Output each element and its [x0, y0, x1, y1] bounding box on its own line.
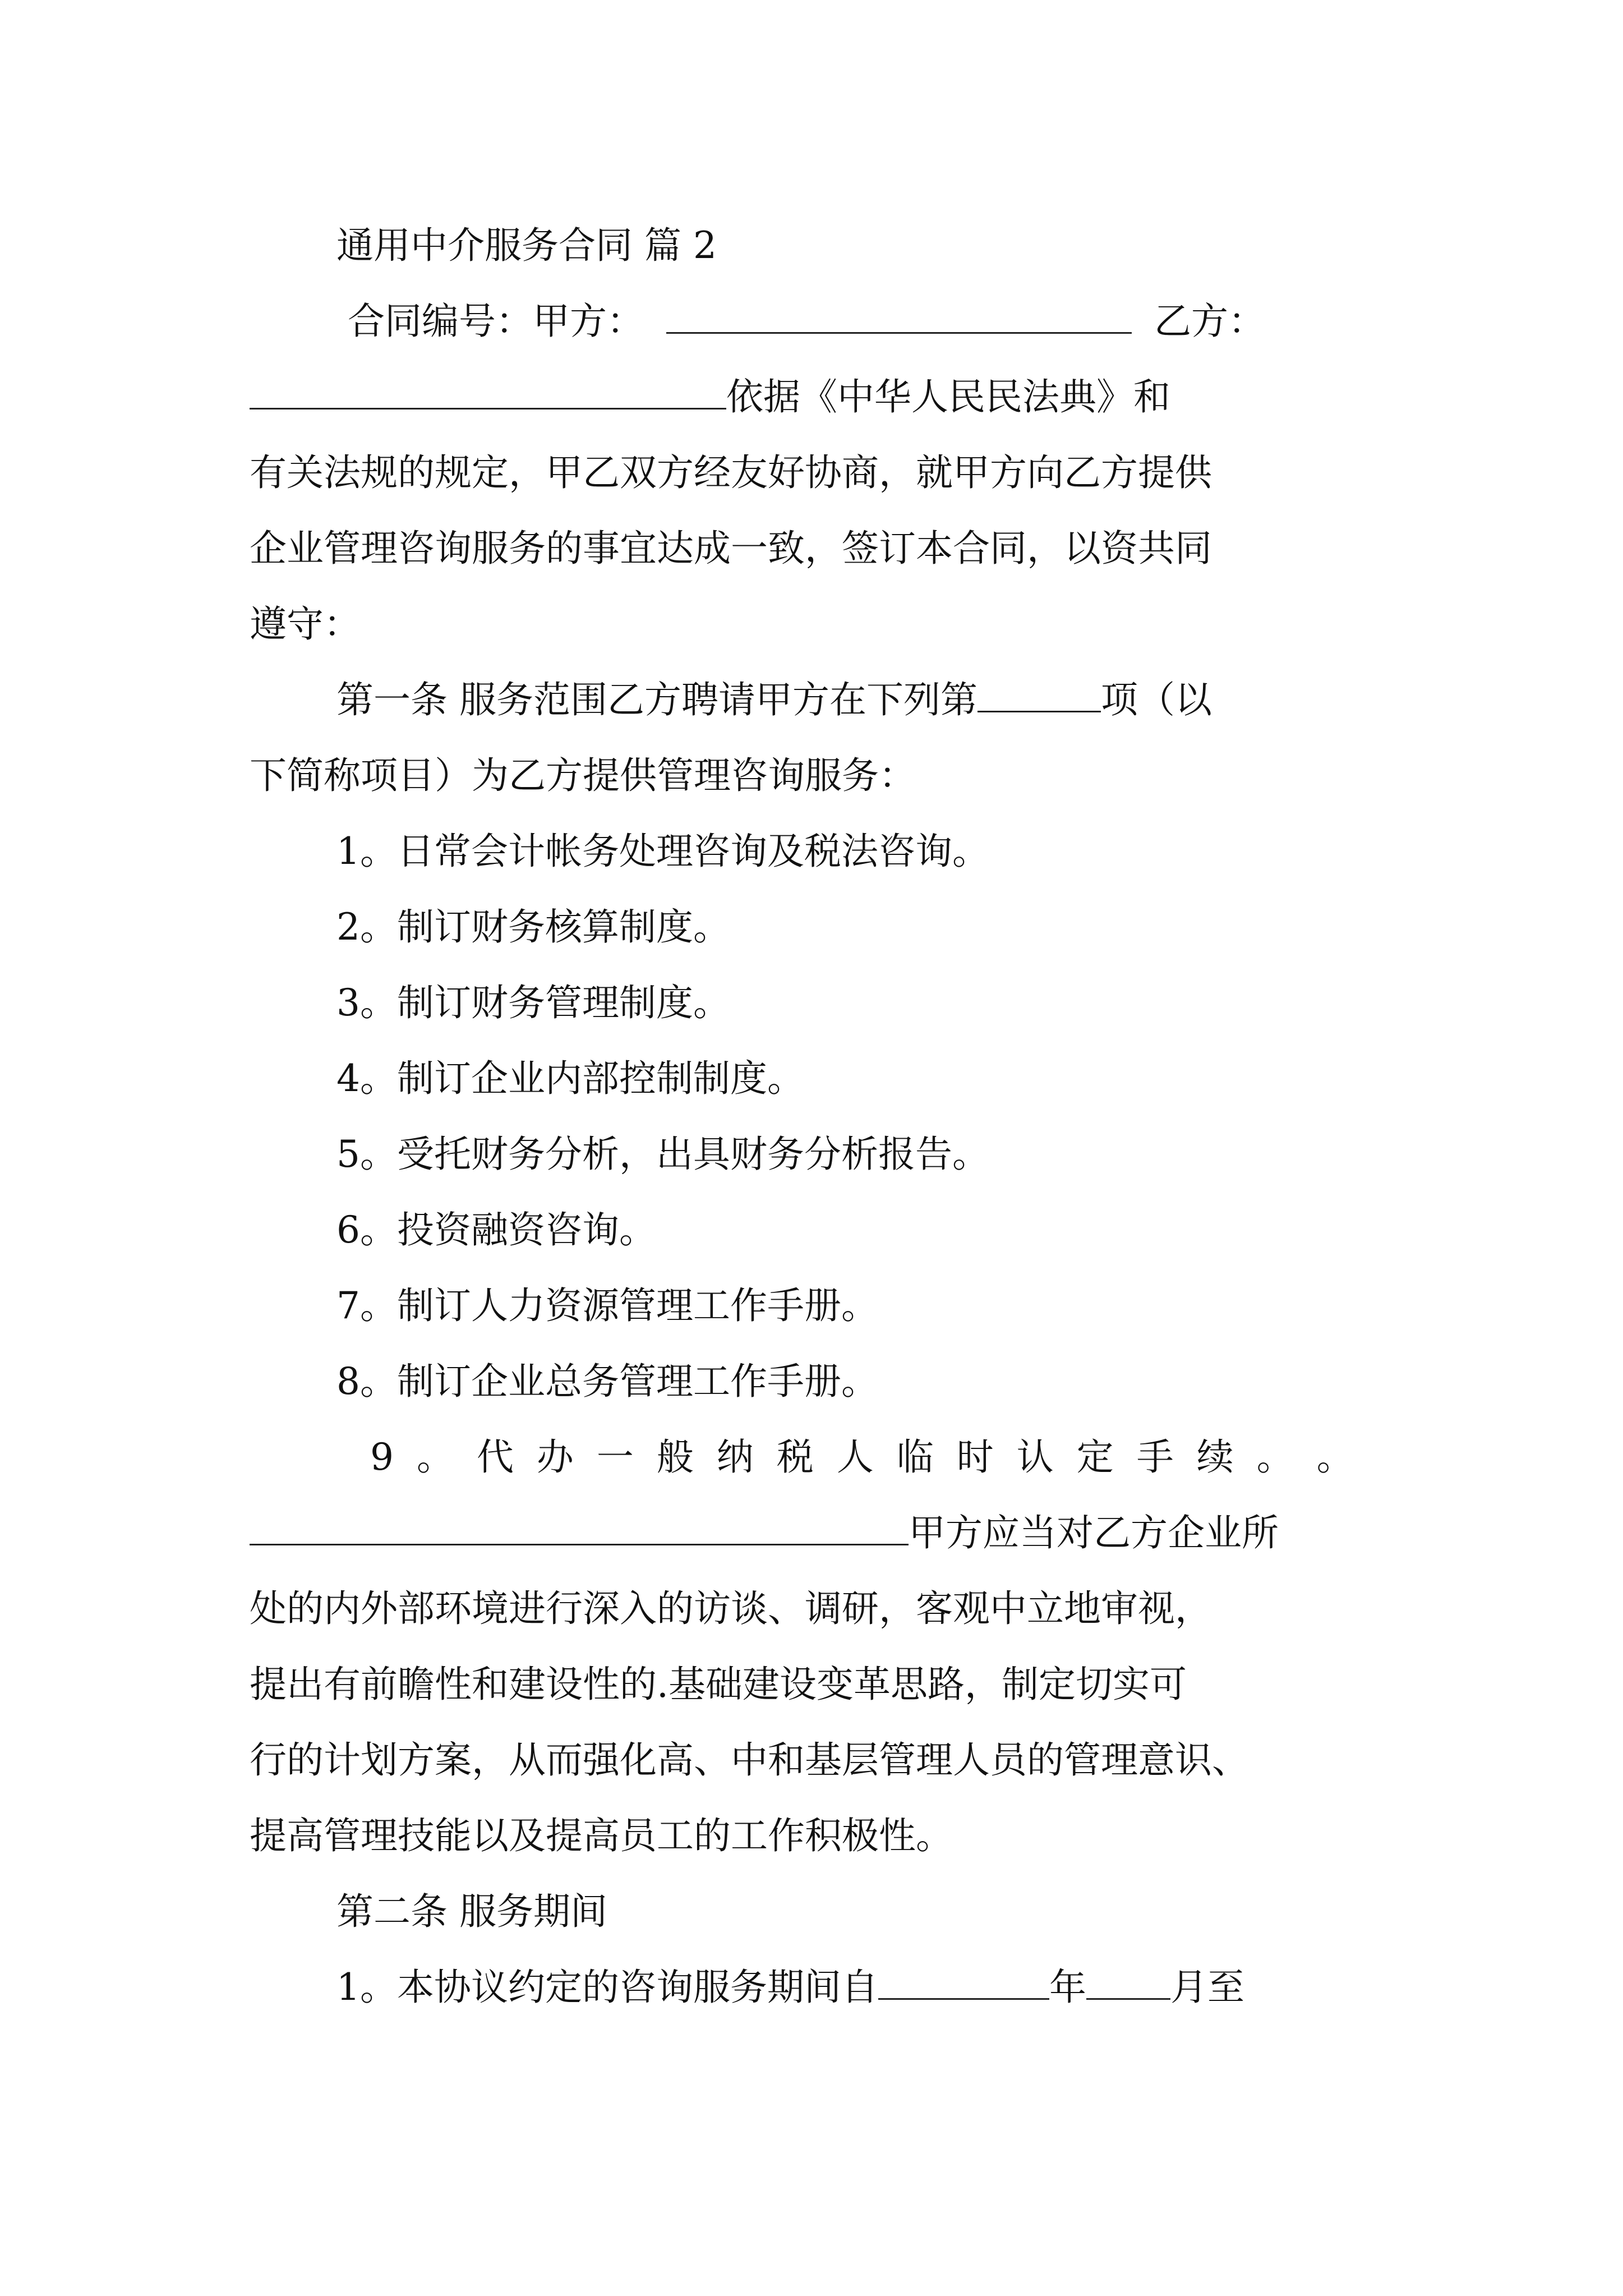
list-item: 4。制订企业内部控制制度。 [336, 1057, 804, 1100]
intro-line-3: 企业管理咨询服务的事宜达成一致，签订本合同，以资共同 [250, 527, 1212, 570]
article1-head: 第一条 服务范围乙方聘请甲方在下列第 [336, 678, 978, 721]
para-tail-first: 甲方应当对乙方企业所 [909, 1511, 1279, 1554]
contract-no-label: 合同编号： [348, 300, 533, 343]
para-line-1 [250, 1495, 1279, 1571]
intro-line-2: 有关法规的规定，甲乙双方经友好协商，就甲方向乙方提供 [250, 451, 1212, 494]
article2-title: 第二条 服务期间 [336, 1890, 607, 1933]
party-b-label: 乙方： [1154, 300, 1265, 343]
month-blank [1086, 1960, 1170, 2000]
period-head: 1。本协议约定的咨询服务期间自 [336, 1966, 878, 2009]
article1-blank [978, 673, 1101, 712]
list-item: 6。投资融资咨询。 [336, 1208, 656, 1251]
article1-line-2: 下简称项目）为乙方提供管理咨询服务： [250, 754, 916, 797]
party-b-blank [250, 370, 726, 409]
para-line-3: 提出有前瞻性和建设性的.基础建设变革思路，制定切实可 [250, 1663, 1187, 1706]
period-year: 年 [1049, 1966, 1086, 2009]
intro-line-1 [250, 359, 1170, 435]
para-line-2: 处的内外部环境进行深入的访谈、调研，客观中立地审视， [250, 1587, 1212, 1630]
para-line-5: 提高管理技能以及提高员工的工作积极性。 [250, 1814, 953, 1857]
list-item: 2。制订财务核算制度。 [336, 905, 730, 949]
period-line [336, 1949, 1244, 2026]
list-item: 8。制订企业总务管理工作手册。 [336, 1360, 878, 1403]
article1-tail: 项（以 [1100, 678, 1212, 721]
intro-line-4: 遵守： [250, 602, 361, 646]
list-item-9: 9 。 代 办 一 般 纳 税 人 临 时 认 定 手 续 。 。 [370, 1435, 1354, 1479]
item9-blank [250, 1506, 909, 1545]
para-line-4: 行的计划方案，从而强化高、中和基层管理人员的管理意识、 [250, 1738, 1249, 1782]
period-month-to: 月至 [1170, 1966, 1244, 2009]
party-a-label: 甲方： [533, 300, 644, 343]
document-title: 通用中介服务合同 篇 2 [336, 224, 717, 267]
list-item: 7。制订人力资源管理工作手册。 [336, 1284, 878, 1327]
list-item: 5。受托财务分析，出具财务分析报告。 [336, 1133, 989, 1176]
contract-header-line [348, 283, 1265, 360]
intro-tail: 依据《中华人民民法典》和 [726, 375, 1170, 418]
year-blank [878, 1960, 1049, 2000]
list-item: 3。制订财务管理制度。 [336, 981, 730, 1024]
article1-line-1 [336, 662, 1212, 738]
list-item: 1。日常会计帐务处理咨询及税法咨询。 [336, 830, 989, 873]
party-a-blank [666, 294, 1132, 334]
